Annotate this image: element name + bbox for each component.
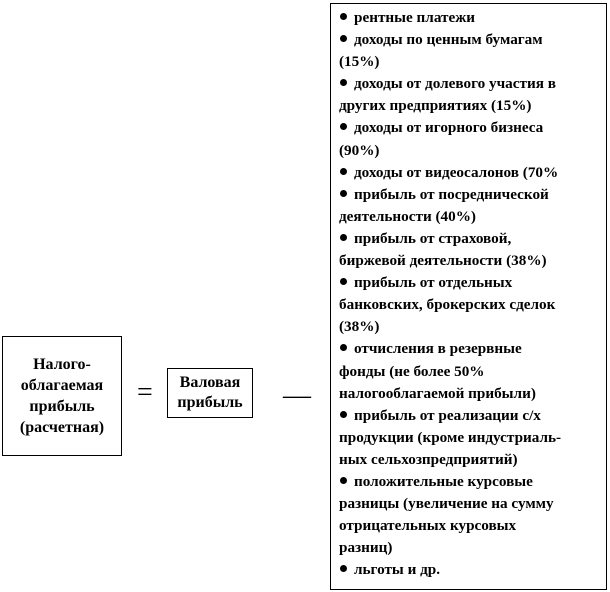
deduction-item bbox=[339, 272, 602, 338]
minus-sign: — bbox=[283, 380, 311, 411]
bullet-icon bbox=[340, 344, 347, 351]
deduction-item bbox=[339, 184, 602, 228]
deduction-item-text: прибыль от страховой, биржевой деятельности (38%) bbox=[339, 229, 547, 270]
deduction-item-text: доходы от игорного бизнеса (90%) bbox=[339, 119, 544, 159]
bullet-icon bbox=[340, 168, 347, 175]
deduction-item bbox=[339, 29, 602, 73]
deduction-item-text: рентные платежи bbox=[354, 9, 475, 26]
deductions-list bbox=[339, 7, 602, 581]
gross-profit-box bbox=[167, 368, 253, 418]
deduction-item-text: прибыль от реализации с/х продукции (кроме индустриаль- ных сельхозпредприятий) bbox=[339, 406, 562, 468]
bullet-icon bbox=[340, 13, 347, 20]
deduction-item-text: прибыль от посреднической деятельности (40%) bbox=[339, 185, 549, 225]
bullet-icon bbox=[340, 278, 347, 285]
taxable-profit-box bbox=[2, 336, 122, 456]
gross-profit-label: Валовая прибыль bbox=[177, 374, 243, 411]
deduction-item bbox=[339, 471, 602, 559]
deduction-item-text: доходы от видеосалонов (70% bbox=[354, 163, 559, 181]
deductions-box bbox=[330, 3, 607, 590]
bullet-icon bbox=[340, 190, 347, 197]
deduction-item-text: положительные курсовые разницы (увеличение на сумму отрицательных курсовых разниц) bbox=[339, 472, 554, 557]
deduction-item bbox=[339, 559, 602, 581]
deduction-item bbox=[339, 73, 602, 117]
bullet-icon bbox=[340, 35, 347, 42]
deduction-item-text: доходы по ценным бумагам (15%) bbox=[339, 31, 543, 71]
bullet-icon bbox=[340, 477, 347, 484]
equals-sign: = bbox=[137, 377, 153, 408]
deduction-item-text: льготы и др. bbox=[354, 561, 441, 579]
bullet-icon bbox=[340, 234, 347, 241]
taxable-profit-label: Налого- облагаемая прибыль (расчетная) bbox=[19, 356, 105, 436]
bullet-icon bbox=[340, 79, 347, 86]
deduction-item bbox=[339, 7, 602, 29]
deduction-item bbox=[339, 228, 602, 272]
deduction-item bbox=[339, 117, 602, 161]
deduction-item-text: отчисления в резервные фонды (не более 50% налогооблагаемой прибыли) bbox=[339, 340, 536, 402]
deduction-item bbox=[339, 162, 602, 184]
bullet-icon bbox=[340, 411, 347, 418]
deduction-item-text: доходы от долевого участия в других предприятиях (15%) bbox=[339, 75, 556, 115]
bullet-icon bbox=[340, 123, 347, 130]
bullet-icon bbox=[340, 565, 347, 572]
deduction-item bbox=[339, 338, 602, 404]
deduction-item bbox=[339, 405, 602, 471]
deduction-item-text: прибыль от отдельных банковских, брокерских сделок (38%) bbox=[339, 274, 556, 336]
